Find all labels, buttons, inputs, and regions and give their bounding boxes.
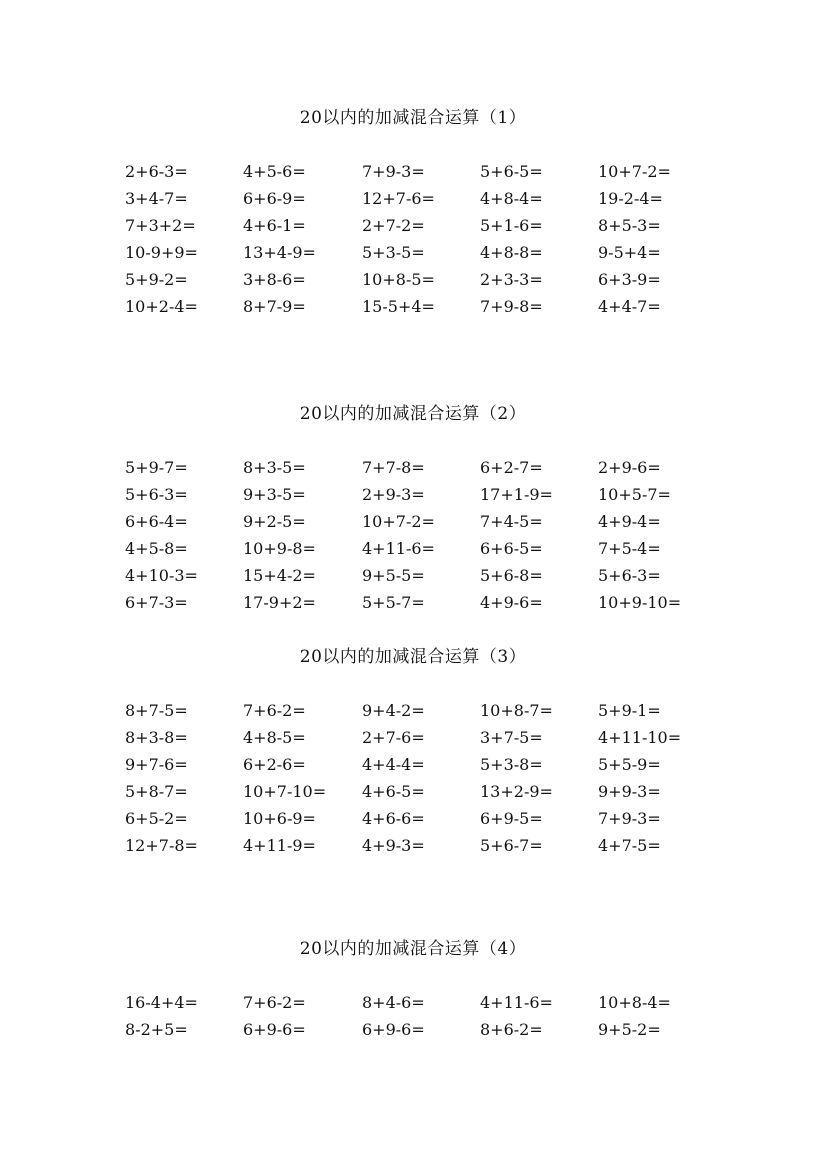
problem: 2+9-6=	[598, 458, 661, 477]
problem: 7+4-5=	[480, 512, 543, 531]
problem: 4+11-10=	[598, 728, 682, 747]
problem: 6+6-9=	[243, 189, 306, 208]
problem-row	[125, 566, 725, 593]
problem: 10+8-5=	[362, 270, 435, 289]
problem: 9+7-6=	[125, 755, 188, 774]
problem-row	[125, 593, 725, 620]
problem: 9+9-3=	[598, 782, 661, 801]
problem: 5+6-7=	[480, 836, 543, 855]
problem: 8+5-3=	[598, 216, 661, 235]
problem: 4+11-6=	[362, 539, 435, 558]
problem: 5+3-5=	[362, 243, 425, 262]
problem: 10+7-2=	[362, 512, 435, 531]
problem: 4+11-9=	[243, 836, 316, 855]
problem: 4+7-5=	[598, 836, 661, 855]
problem: 6+2-6=	[243, 755, 306, 774]
problem-row	[125, 485, 725, 512]
problem-row	[125, 297, 725, 324]
problem: 8+6-2=	[480, 1020, 543, 1039]
problem: 7+9-8=	[480, 297, 543, 316]
problem: 16-4+4=	[125, 993, 198, 1012]
problem: 6+6-4=	[125, 512, 188, 531]
problem: 7+9-3=	[362, 162, 425, 181]
problem: 4+6-5=	[362, 782, 425, 801]
problem: 10+8-7=	[480, 701, 553, 720]
problem: 4+10-3=	[125, 566, 198, 585]
problem: 2+9-3=	[362, 485, 425, 504]
section-1-grid	[125, 162, 725, 324]
problem: 5+1-6=	[480, 216, 543, 235]
problem-row	[125, 270, 725, 297]
problem-row	[125, 836, 725, 863]
problem-row	[125, 993, 725, 1020]
problem: 8+3-8=	[125, 728, 188, 747]
problem: 8+4-6=	[362, 993, 425, 1012]
section-2-grid	[125, 458, 725, 620]
problem-row	[125, 701, 725, 728]
problem-row	[125, 189, 725, 216]
problem: 4+5-8=	[125, 539, 188, 558]
problem: 8+7-9=	[243, 297, 306, 316]
problem: 5+5-9=	[598, 755, 661, 774]
problem: 7+7-8=	[362, 458, 425, 477]
problem: 4+8-4=	[480, 189, 543, 208]
problem: 7+3+2=	[125, 216, 196, 235]
problem: 3+7-5=	[480, 728, 543, 747]
problem: 4+11-6=	[480, 993, 553, 1012]
problem: 9+2-5=	[243, 512, 306, 531]
problem: 4+9-6=	[480, 593, 543, 612]
problem: 6+9-5=	[480, 809, 543, 828]
problem: 6+5-2=	[125, 809, 188, 828]
problem: 4+8-8=	[480, 243, 543, 262]
problem: 12+7-6=	[362, 189, 435, 208]
problem: 6+9-6=	[362, 1020, 425, 1039]
problem: 5+5-7=	[362, 593, 425, 612]
problem: 2+7-2=	[362, 216, 425, 235]
problem: 8+3-5=	[243, 458, 306, 477]
problem: 6+7-3=	[125, 593, 188, 612]
problem: 5+8-7=	[125, 782, 188, 801]
problem: 10+8-4=	[598, 993, 671, 1012]
problem-row	[125, 162, 725, 189]
problem: 10+2-4=	[125, 297, 198, 316]
problem: 6+2-7=	[480, 458, 543, 477]
problem: 10+9-8=	[243, 539, 316, 558]
section-2-title: 20以内的加减混合运算（2）	[299, 404, 527, 424]
problem-row	[125, 728, 725, 755]
problem: 6+9-6=	[243, 1020, 306, 1039]
problem-row	[125, 539, 725, 566]
problem: 19-2-4=	[598, 189, 663, 208]
problem: 9+3-5=	[243, 485, 306, 504]
section-1-title: 20以内的加减混合运算（1）	[299, 108, 527, 128]
problem: 9+5-5=	[362, 566, 425, 585]
problem: 8-2+5=	[125, 1020, 188, 1039]
problem: 2+6-3=	[125, 162, 188, 181]
problem: 3+8-6=	[243, 270, 306, 289]
problem: 4+6-1=	[243, 216, 306, 235]
problem: 9+5-2=	[598, 1020, 661, 1039]
problem: 4+6-6=	[362, 809, 425, 828]
problem: 15-5+4=	[362, 297, 435, 316]
problem: 2+7-6=	[362, 728, 425, 747]
problem-row	[125, 755, 725, 782]
problem: 13+2-9=	[480, 782, 553, 801]
problem: 17-9+2=	[243, 593, 316, 612]
problem: 13+4-9=	[243, 243, 316, 262]
problem: 17+1-9=	[480, 485, 553, 504]
problem: 15+4-2=	[243, 566, 316, 585]
problem: 6+3-9=	[598, 270, 661, 289]
problem-row	[125, 1020, 725, 1047]
problem-row	[125, 216, 725, 243]
problem: 10+6-9=	[243, 809, 316, 828]
problem: 5+6-3=	[125, 485, 188, 504]
problem: 10+7-2=	[598, 162, 671, 181]
problem: 4+9-4=	[598, 512, 661, 531]
problem: 5+6-8=	[480, 566, 543, 585]
problem: 4+4-7=	[598, 297, 661, 316]
problem-row	[125, 809, 725, 836]
problem-row	[125, 243, 725, 270]
section-4-grid	[125, 993, 725, 1047]
problem: 2+3-3=	[480, 270, 543, 289]
problem: 7+6-2=	[243, 701, 306, 720]
problem: 10+9-10=	[598, 593, 682, 612]
problem: 5+9-2=	[125, 270, 188, 289]
problem: 4+4-4=	[362, 755, 425, 774]
problem: 3+4-7=	[125, 189, 188, 208]
problem: 4+8-5=	[243, 728, 306, 747]
problem: 10+7-10=	[243, 782, 327, 801]
problem: 9+4-2=	[362, 701, 425, 720]
problem: 10+5-7=	[598, 485, 671, 504]
problem-row	[125, 458, 725, 485]
problem: 4+9-3=	[362, 836, 425, 855]
problem: 7+9-3=	[598, 809, 661, 828]
problem: 5+6-3=	[598, 566, 661, 585]
problem: 7+5-4=	[598, 539, 661, 558]
problem-row	[125, 782, 725, 809]
problem: 5+9-1=	[598, 701, 661, 720]
problem: 5+6-5=	[480, 162, 543, 181]
problem: 5+3-8=	[480, 755, 543, 774]
section-4-title: 20以内的加减混合运算（4）	[299, 939, 527, 959]
problem: 7+6-2=	[243, 993, 306, 1012]
problem: 9-5+4=	[598, 243, 661, 262]
problem: 8+7-5=	[125, 701, 188, 720]
problem: 12+7-8=	[125, 836, 198, 855]
section-3-title: 20以内的加减混合运算（3）	[299, 647, 527, 667]
problem: 4+5-6=	[243, 162, 306, 181]
problem-row	[125, 512, 725, 539]
problem: 10-9+9=	[125, 243, 198, 262]
section-3-grid	[125, 701, 725, 863]
problem: 5+9-7=	[125, 458, 188, 477]
problem: 6+6-5=	[480, 539, 543, 558]
